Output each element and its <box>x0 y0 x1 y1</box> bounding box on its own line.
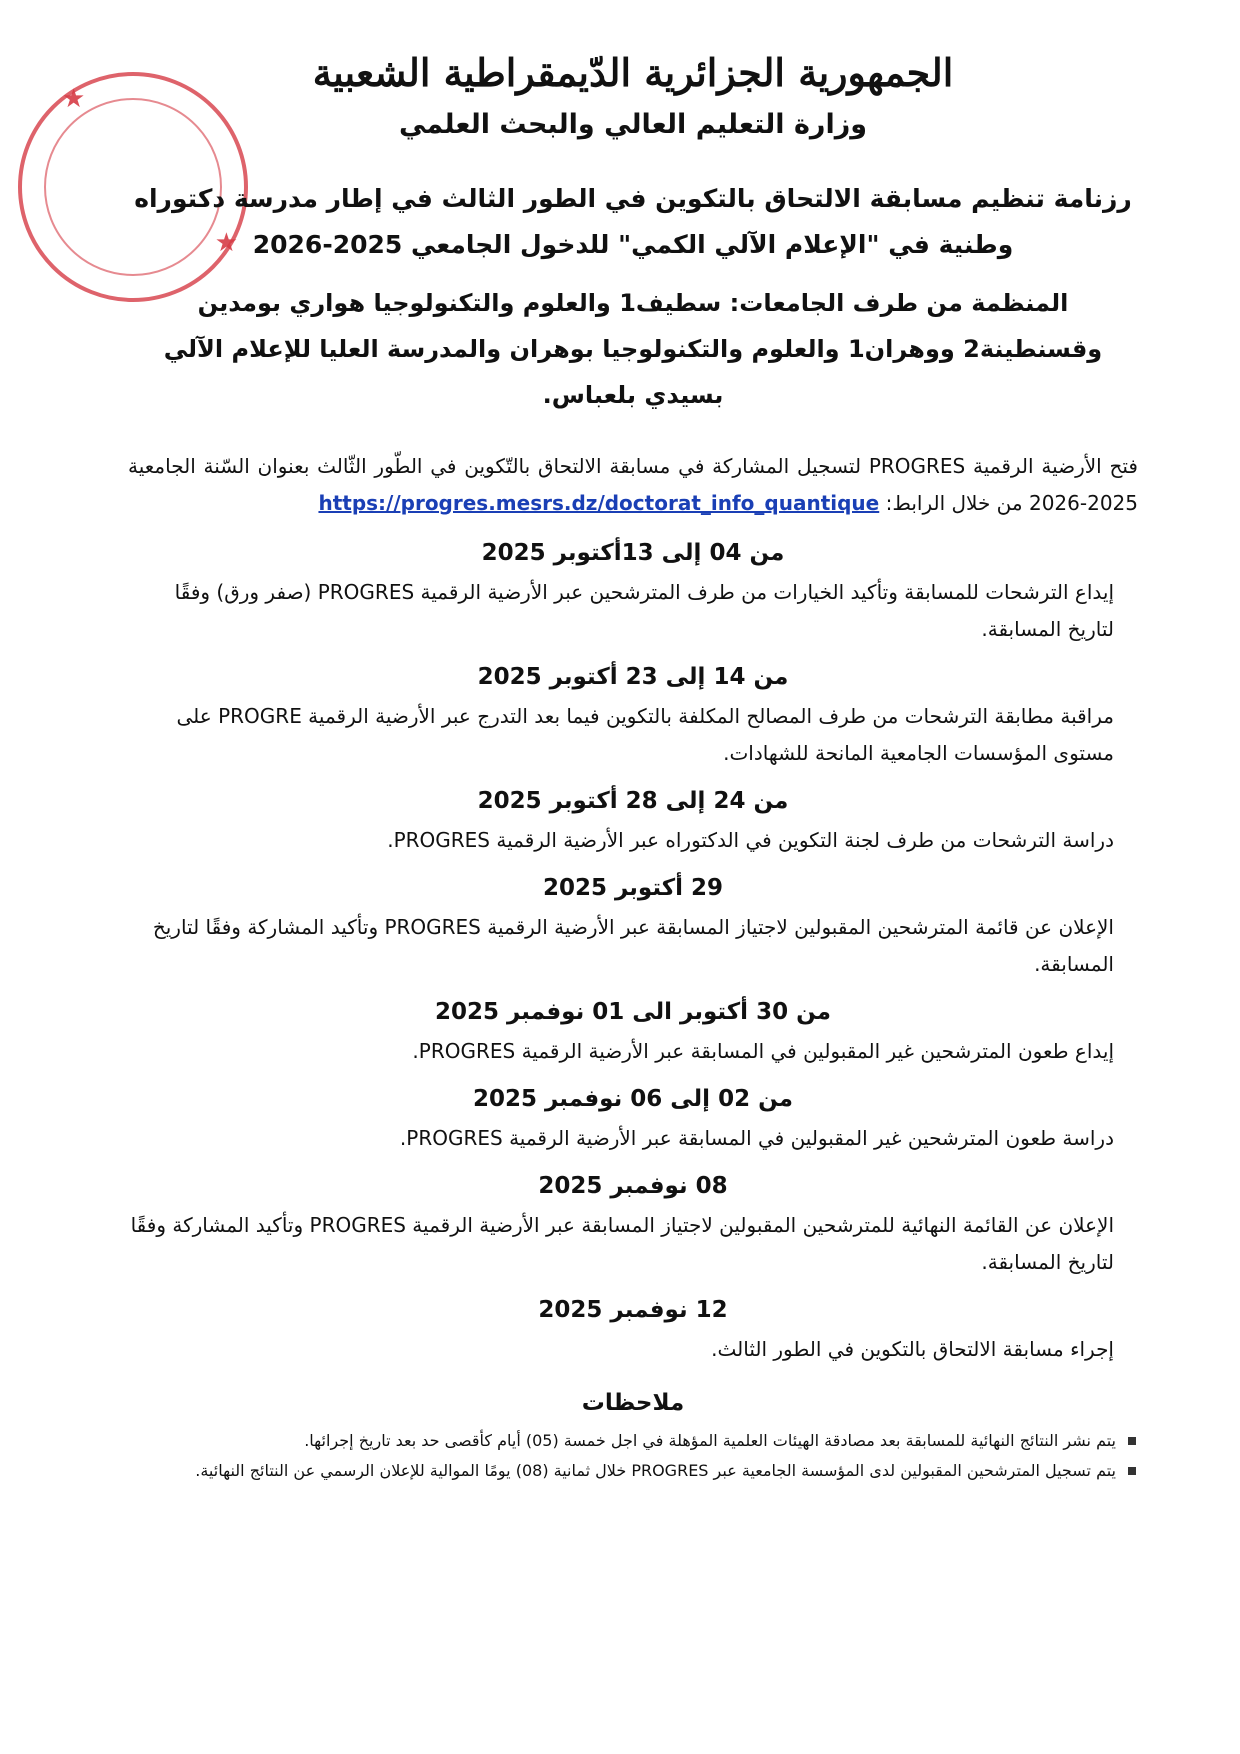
note-item: يتم نشر النتائج النهائية للمسابقة بعد مصادقة الهيئات العلمية المؤهلة في اجل خمسة (05) أيام كأقصى حد بعد تاريخ إجرائها. <box>128 1426 1116 1456</box>
schedule-description: دراسة الترشحات من طرف لجنة التكوين في الدكتوراه عبر الأرضية الرقمية PROGRES. <box>387 828 1114 852</box>
schedule-date: 08 نوفمبر 2025 <box>538 1173 728 1199</box>
schedule-description: إيداع الترشحات للمسابقة وتأكيد الخيارات من طرف المترشحين عبر الأرضية الرقمية PROGRES (صفر ورق) وفقًا لتاريخ المسابقة. <box>174 580 1114 641</box>
registration-link[interactable]: https://progres.mesrs.dz/doctorat_info_quantique <box>318 491 880 515</box>
schedule-date: من 02 إلى 06 نوفمبر 2025 <box>472 1086 794 1112</box>
ministry-name: وزارة التعليم العالي والبحث العلمي <box>398 109 868 140</box>
schedule-description: إجراء مسابقة الالتحاق بالتكوين في الطور الثالث. <box>711 1337 1114 1361</box>
schedule-description: إيداع طعون المترشحين غير المقبولين في المسابقة عبر الأرضية الرقمية PROGRES. <box>412 1039 1114 1063</box>
schedule-date: من 14 إلى 23 أكتوبر 2025 <box>477 664 789 690</box>
document-page <box>128 50 1138 1486</box>
schedule-description: الإعلان عن القائمة النهائية للمترشحين المقبولين لاجتياز المسابقة عبر الأرضية الرقمية PROGRES وتأكيد المشاركة وفقًا لتاريخ المسابقة. <box>130 1213 1114 1274</box>
schedule-date: من 04 إلى 13أكتوبر 2025 <box>481 540 785 566</box>
heading-line: وطنية في "الإعلام الآلي الكمي" للدخول الجامعي 2025-2026 <box>252 230 1014 259</box>
star-icon: ★ <box>214 228 238 258</box>
note-item: يتم تسجيل المترشحين المقبولين لدى المؤسسة الجامعية عبر PROGRES خلال ثمانية (08) يومًا الموالية للإعلان الرسمي عن النتائج النهائية. <box>128 1456 1116 1486</box>
organizers <box>128 280 1138 418</box>
schedule-date: من 24 إلى 28 أكتوبر 2025 <box>477 788 789 814</box>
schedule-description: الإعلان عن قائمة المترشحين المقبولين لاجتياز المسابقة عبر الأرضية الرقمية PROGRES وتأكيد المشاركة وفقًا لتاريخ المسابقة. <box>152 915 1114 976</box>
schedule-date: 29 أكتوبر 2025 <box>542 875 724 901</box>
notes-list <box>128 1426 1138 1486</box>
organizers-line: المنظمة من طرف الجامعات: سطيف1 والعلوم والتكنولوجيا هواري بومدين <box>197 289 1069 317</box>
organizers-line: بسيدي بلعباس. <box>542 381 724 409</box>
schedule-description: دراسة طعون المترشحين غير المقبولين في المسابقة عبر الأرضية الرقمية PROGRES. <box>399 1126 1114 1150</box>
star-icon: ★ <box>62 84 86 114</box>
intro-text: فتح الأرضية الرقمية PROGRES لتسجيل المشاركة في مسابقة الالتحاق بالتّكوين في الطّور الثّالث بعنوان السّنة الجامعية 2025-2026 من خلال الرابط: <box>128 454 1138 515</box>
schedule-description: مراقبة مطابقة الترشحات من طرف المصالح المكلفة بالتكوين فيما بعد التدرج عبر الأرضية الرقمية PROGRE على مستوى المؤسسات الجامعية المانحة للشهادات. <box>176 704 1114 765</box>
document-heading <box>128 176 1138 268</box>
intro-paragraph <box>128 448 1138 522</box>
notes-title: ملاحظات <box>581 1390 685 1416</box>
republic-title: الجمهورية الجزائرية الدّيمقراطية الشعبية <box>312 50 954 95</box>
heading-line: رزنامة تنظيم مسابقة الالتحاق بالتكوين في الطور الثالث في إطار مدرسة دكتوراه <box>134 184 1132 213</box>
schedule-date: من 30 أكتوبر الى 01 نوفمبر 2025 <box>434 999 832 1025</box>
organizers-line: وقسنطينة2 ووهران1 والعلوم والتكنولوجيا بوهران والمدرسة العليا للإعلام الآلي <box>163 335 1103 363</box>
schedule-date: 12 نوفمبر 2025 <box>538 1297 728 1323</box>
schedule <box>128 540 1138 1368</box>
